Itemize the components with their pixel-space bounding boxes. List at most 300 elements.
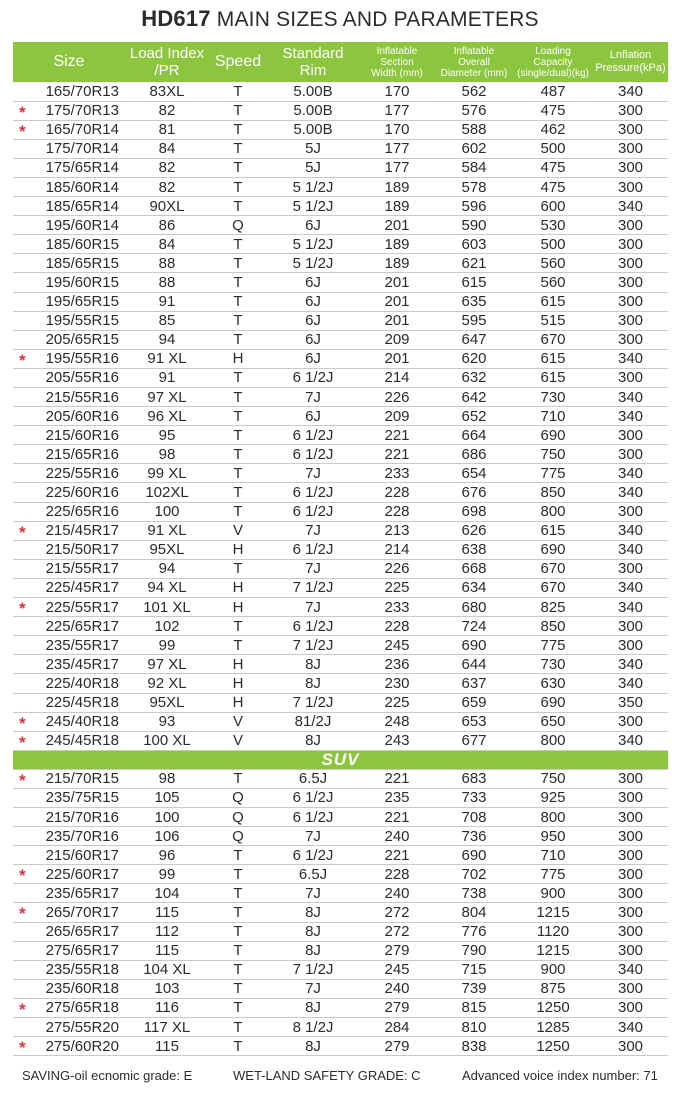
cell-size	[13, 177, 125, 196]
cell-load: 97 XL	[125, 388, 209, 407]
cell-pressure: 300	[593, 445, 668, 464]
cell-speed: T	[209, 445, 267, 464]
cell-capacity: 500	[513, 235, 593, 254]
table-row	[13, 407, 668, 426]
table-row	[13, 960, 668, 979]
cell-pressure: 300	[593, 979, 668, 998]
cell-width: 221	[359, 445, 435, 464]
cell-load: 117 XL	[125, 1018, 209, 1037]
saving-grade: SAVING-oil ecnomic grade: E	[22, 1068, 193, 1083]
new-size-marker: *	[19, 522, 26, 542]
size-value: 215/45R17	[45, 522, 119, 540]
cell-size	[13, 139, 125, 158]
cell-load: 98	[125, 769, 209, 788]
cell-diameter: 804	[435, 903, 513, 922]
table-row	[13, 846, 668, 865]
cell-pressure: 300	[593, 273, 668, 292]
size-value: 205/55R16	[45, 369, 119, 387]
cell-rim: 6 1/2J	[267, 788, 359, 807]
table-row	[13, 884, 668, 903]
cell-capacity: 850	[513, 483, 593, 502]
cell-pressure: 340	[593, 464, 668, 483]
table-row	[13, 827, 668, 846]
table-row	[13, 903, 668, 922]
size-value: 195/55R16	[45, 350, 119, 368]
size-value: 185/65R14	[45, 197, 119, 215]
cell-capacity: 615	[513, 368, 593, 387]
cell-diameter: 776	[435, 922, 513, 941]
table-row	[13, 693, 668, 712]
cell-width: 221	[359, 426, 435, 445]
cell-speed: T	[209, 235, 267, 254]
cell-width: 214	[359, 368, 435, 387]
size-value: 275/65R18	[45, 999, 119, 1017]
header-capacity-line2: Capacity	[533, 56, 573, 68]
table-row	[13, 120, 668, 139]
size-value: 185/60R15	[45, 235, 119, 253]
cell-pressure: 300	[593, 788, 668, 807]
cell-load: 94	[125, 559, 209, 578]
header-width-line1: Inflatable	[376, 45, 418, 57]
cell-load: 88	[125, 273, 209, 292]
cell-pressure: 300	[593, 884, 668, 903]
cell-diameter: 815	[435, 998, 513, 1017]
size-value: 165/70R13	[45, 82, 119, 100]
cell-pressure: 300	[593, 311, 668, 330]
page-title	[0, 6, 680, 32]
cell-speed: T	[209, 846, 267, 865]
cell-capacity: 1120	[513, 922, 593, 941]
header-pressure-line1: Lnflation	[609, 49, 652, 61]
cell-capacity: 560	[513, 254, 593, 273]
cell-size	[13, 903, 125, 922]
cell-rim: 6.5J	[267, 865, 359, 884]
cell-rim: 5J	[267, 158, 359, 177]
cell-rim: 6 1/2J	[267, 617, 359, 636]
cell-load: 104	[125, 884, 209, 903]
cell-rim: 5 1/2J	[267, 197, 359, 216]
table-row	[13, 177, 668, 196]
size-value: 235/45R17	[45, 655, 119, 673]
cell-load: 84	[125, 235, 209, 254]
size-value: 235/55R17	[45, 636, 119, 654]
size-value: 205/65R15	[45, 331, 119, 349]
size-value: 225/55R16	[45, 464, 119, 482]
cell-diameter: 659	[435, 693, 513, 712]
cell-pressure: 340	[593, 407, 668, 426]
size-value: 235/70R16	[45, 827, 119, 845]
cell-rim: 6J	[267, 216, 359, 235]
size-value: 225/45R18	[45, 694, 119, 712]
cell-load: 90XL	[125, 197, 209, 216]
size-value: 215/65R16	[45, 445, 119, 463]
cell-speed: T	[209, 120, 267, 139]
cell-load: 86	[125, 216, 209, 235]
header-pressure-line2: Pressure(kPa)	[595, 62, 666, 74]
cell-rim: 5 1/2J	[267, 235, 359, 254]
cell-diameter: 603	[435, 235, 513, 254]
suv-label: SUV	[13, 750, 668, 769]
cell-speed: T	[209, 388, 267, 407]
cell-capacity: 925	[513, 788, 593, 807]
cell-width: 170	[359, 82, 435, 101]
cell-width: 233	[359, 598, 435, 617]
cell-pressure: 300	[593, 636, 668, 655]
cell-rim: 5.00B	[267, 82, 359, 101]
cell-load: 96 XL	[125, 407, 209, 426]
cell-load: 84	[125, 139, 209, 158]
cell-load: 88	[125, 254, 209, 273]
cell-speed: T	[209, 254, 267, 273]
cell-diameter: 733	[435, 788, 513, 807]
cell-load: 115	[125, 903, 209, 922]
cell-diameter: 664	[435, 426, 513, 445]
cell-rim: 8 1/2J	[267, 1018, 359, 1037]
cell-load: 95XL	[125, 693, 209, 712]
cell-load: 103	[125, 979, 209, 998]
cell-pressure: 340	[593, 521, 668, 540]
cell-speed: T	[209, 979, 267, 998]
cell-diameter: 637	[435, 674, 513, 693]
cell-capacity: 710	[513, 407, 593, 426]
size-value: 205/60R16	[45, 407, 119, 425]
cell-speed: H	[209, 693, 267, 712]
cell-speed: T	[209, 464, 267, 483]
cell-rim: 7J	[267, 979, 359, 998]
cell-speed: T	[209, 1037, 267, 1056]
new-size-marker: *	[19, 866, 26, 886]
cell-pressure: 300	[593, 846, 668, 865]
cell-capacity: 775	[513, 865, 593, 884]
cell-width: 272	[359, 903, 435, 922]
cell-rim: 8J	[267, 1037, 359, 1056]
cell-width: 170	[359, 120, 435, 139]
cell-speed: T	[209, 158, 267, 177]
cell-width: 177	[359, 101, 435, 120]
cell-load: 98	[125, 445, 209, 464]
cell-width: 225	[359, 693, 435, 712]
cell-diameter: 810	[435, 1018, 513, 1037]
cell-speed: T	[209, 330, 267, 349]
header-width-line2: Section	[380, 56, 414, 68]
cell-pressure: 300	[593, 235, 668, 254]
cell-width: 248	[359, 712, 435, 731]
cell-speed: H	[209, 540, 267, 559]
cell-pressure: 300	[593, 158, 668, 177]
cell-rim: 7J	[267, 559, 359, 578]
size-value: 175/70R13	[45, 102, 119, 120]
new-size-marker: *	[19, 102, 26, 122]
cell-pressure: 340	[593, 349, 668, 368]
cell-load: 102	[125, 617, 209, 636]
cell-size	[13, 197, 125, 216]
cell-speed: Q	[209, 807, 267, 826]
cell-pressure: 340	[593, 674, 668, 693]
table-row	[13, 483, 668, 502]
cell-width: 201	[359, 216, 435, 235]
cell-width: 228	[359, 502, 435, 521]
cell-rim: 7J	[267, 598, 359, 617]
cell-diameter: 680	[435, 598, 513, 617]
cell-size	[13, 846, 125, 865]
cell-rim: 6 1/2J	[267, 426, 359, 445]
cell-load: 85	[125, 311, 209, 330]
new-size-marker: *	[19, 732, 26, 752]
cell-capacity: 615	[513, 292, 593, 311]
size-value: 175/65R14	[45, 159, 119, 177]
passenger-rows	[13, 82, 668, 750]
cell-speed: T	[209, 636, 267, 655]
cell-rim: 8J	[267, 655, 359, 674]
cell-diameter: 590	[435, 216, 513, 235]
size-value: 225/40R18	[45, 674, 119, 692]
new-size-marker: *	[19, 1038, 26, 1058]
cell-width: 226	[359, 388, 435, 407]
cell-width: 177	[359, 158, 435, 177]
cell-size	[13, 674, 125, 693]
cell-load: 101 XL	[125, 598, 209, 617]
cell-pressure: 300	[593, 903, 668, 922]
cell-load: 93	[125, 712, 209, 731]
table-row	[13, 598, 668, 617]
cell-rim: 6J	[267, 292, 359, 311]
cell-speed: T	[209, 1018, 267, 1037]
table-row	[13, 636, 668, 655]
cell-capacity: 750	[513, 445, 593, 464]
cell-diameter: 686	[435, 445, 513, 464]
cell-size	[13, 101, 125, 120]
cell-pressure: 300	[593, 941, 668, 960]
cell-speed: T	[209, 617, 267, 636]
header-diameter-line3: Diameter (mm)	[440, 67, 508, 79]
cell-capacity: 1215	[513, 941, 593, 960]
cell-load: 94 XL	[125, 578, 209, 597]
cell-size	[13, 273, 125, 292]
table-row	[13, 388, 668, 407]
cell-size	[13, 693, 125, 712]
cell-size	[13, 120, 125, 139]
cell-width: 189	[359, 197, 435, 216]
cell-load: 95XL	[125, 540, 209, 559]
cell-size	[13, 368, 125, 387]
cell-width: 221	[359, 769, 435, 788]
header-diameter-line1: Inflatable	[453, 45, 495, 57]
new-size-marker: *	[19, 904, 26, 924]
cell-capacity: 515	[513, 311, 593, 330]
cell-size	[13, 998, 125, 1017]
cell-width: 230	[359, 674, 435, 693]
cell-capacity: 670	[513, 559, 593, 578]
size-value: 225/65R17	[45, 617, 119, 635]
cell-rim: 8J	[267, 674, 359, 693]
cell-pressure: 340	[593, 1018, 668, 1037]
cell-width: 228	[359, 617, 435, 636]
size-value: 185/65R15	[45, 254, 119, 272]
cell-width: 225	[359, 578, 435, 597]
cell-width: 240	[359, 979, 435, 998]
cell-capacity: 650	[513, 712, 593, 731]
cell-size	[13, 502, 125, 521]
suv-section	[13, 750, 668, 769]
cell-capacity: 730	[513, 388, 593, 407]
cell-capacity: 775	[513, 636, 593, 655]
header-overall-diameter	[435, 42, 513, 82]
cell-speed: T	[209, 769, 267, 788]
cell-size	[13, 788, 125, 807]
size-value: 265/70R17	[45, 903, 119, 921]
cell-load: 100 XL	[125, 731, 209, 750]
cell-rim: 5 1/2J	[267, 177, 359, 196]
cell-speed: T	[209, 426, 267, 445]
table-row	[13, 216, 668, 235]
footer	[0, 1068, 680, 1088]
cell-width: 221	[359, 807, 435, 826]
size-value: 195/55R15	[45, 312, 119, 330]
table-row	[13, 273, 668, 292]
cell-capacity: 710	[513, 846, 593, 865]
size-value: 215/60R16	[45, 426, 119, 444]
cell-diameter: 634	[435, 578, 513, 597]
cell-size	[13, 483, 125, 502]
cell-width: 240	[359, 884, 435, 903]
cell-speed: T	[209, 82, 267, 101]
table-row	[13, 655, 668, 674]
cell-capacity: 1285	[513, 1018, 593, 1037]
table-row	[13, 139, 668, 158]
cell-speed: T	[209, 960, 267, 979]
cell-speed: H	[209, 655, 267, 674]
cell-diameter: 588	[435, 120, 513, 139]
size-value: 175/70R14	[45, 140, 119, 158]
header-speed: Speed	[214, 53, 262, 70]
table-row	[13, 502, 668, 521]
cell-rim: 6 1/2J	[267, 483, 359, 502]
cell-speed: T	[209, 922, 267, 941]
cell-diameter: 683	[435, 769, 513, 788]
cell-load: 112	[125, 922, 209, 941]
cell-diameter: 654	[435, 464, 513, 483]
table-row	[13, 731, 668, 750]
cell-capacity: 475	[513, 101, 593, 120]
table-row	[13, 349, 668, 368]
cell-speed: T	[209, 865, 267, 884]
new-size-marker: *	[19, 599, 26, 619]
cell-rim: 5J	[267, 139, 359, 158]
cell-rim: 6J	[267, 330, 359, 349]
size-value: 245/40R18	[45, 713, 119, 731]
table-row	[13, 1018, 668, 1037]
cell-size	[13, 1037, 125, 1056]
cell-capacity: 800	[513, 807, 593, 826]
cell-pressure: 340	[593, 960, 668, 979]
size-value: 215/55R17	[45, 560, 119, 578]
cell-pressure: 300	[593, 139, 668, 158]
size-value: 275/60R20	[45, 1037, 119, 1055]
table-row	[13, 674, 668, 693]
header-rim-line2: Rim	[299, 62, 327, 79]
table-row	[13, 292, 668, 311]
table-row	[13, 712, 668, 731]
cell-speed: V	[209, 521, 267, 540]
cell-speed: T	[209, 998, 267, 1017]
cell-width: 233	[359, 464, 435, 483]
size-value: 275/55R20	[45, 1018, 119, 1036]
cell-diameter: 738	[435, 884, 513, 903]
voice-index: Advanced voice index number: 71	[462, 1068, 658, 1083]
cell-load: 91	[125, 292, 209, 311]
cell-diameter: 647	[435, 330, 513, 349]
cell-diameter: 562	[435, 82, 513, 101]
cell-load: 96	[125, 846, 209, 865]
cell-pressure: 300	[593, 827, 668, 846]
size-value: 225/55R17	[45, 598, 119, 616]
cell-speed: H	[209, 674, 267, 693]
table-row	[13, 235, 668, 254]
cell-pressure: 300	[593, 177, 668, 196]
cell-capacity: 670	[513, 578, 593, 597]
cell-size	[13, 922, 125, 941]
title-text: MAIN SIZES AND PARAMETERS	[216, 8, 539, 31]
cell-size	[13, 598, 125, 617]
cell-speed: T	[209, 197, 267, 216]
cell-pressure: 300	[593, 330, 668, 349]
cell-rim: 7J	[267, 827, 359, 846]
cell-width: 189	[359, 177, 435, 196]
table-row	[13, 426, 668, 445]
cell-width: 214	[359, 540, 435, 559]
cell-size	[13, 254, 125, 273]
cell-capacity: 500	[513, 139, 593, 158]
cell-diameter: 635	[435, 292, 513, 311]
cell-width: 279	[359, 1037, 435, 1056]
cell-size	[13, 521, 125, 540]
header-size: Size	[53, 53, 85, 70]
table-row	[13, 559, 668, 578]
cell-size	[13, 865, 125, 884]
cell-pressure: 300	[593, 865, 668, 884]
cell-load: 116	[125, 998, 209, 1017]
cell-load: 100	[125, 807, 209, 826]
cell-speed: T	[209, 483, 267, 502]
size-value: 235/75R15	[45, 789, 119, 807]
cell-load: 95	[125, 426, 209, 445]
cell-size	[13, 82, 125, 101]
cell-rim: 6 1/2J	[267, 846, 359, 865]
cell-pressure: 340	[593, 598, 668, 617]
size-value: 235/60R18	[45, 980, 119, 998]
cell-rim: 6 1/2J	[267, 540, 359, 559]
cell-width: 245	[359, 636, 435, 655]
cell-pressure: 340	[593, 82, 668, 101]
cell-speed: T	[209, 368, 267, 387]
cell-rim: 8J	[267, 941, 359, 960]
header-capacity-line1: Loading	[535, 45, 571, 57]
size-value: 195/60R15	[45, 273, 119, 291]
header-section-width	[359, 42, 435, 82]
table-row	[13, 254, 668, 273]
cell-width: 272	[359, 922, 435, 941]
cell-size	[13, 960, 125, 979]
table-row	[13, 807, 668, 826]
cell-width: 279	[359, 998, 435, 1017]
cell-pressure: 300	[593, 922, 668, 941]
size-value: 215/55R16	[45, 388, 119, 406]
cell-rim: 5.00B	[267, 120, 359, 139]
size-value: 185/60R14	[45, 178, 119, 196]
cell-size	[13, 292, 125, 311]
cell-diameter: 739	[435, 979, 513, 998]
cell-speed: T	[209, 101, 267, 120]
